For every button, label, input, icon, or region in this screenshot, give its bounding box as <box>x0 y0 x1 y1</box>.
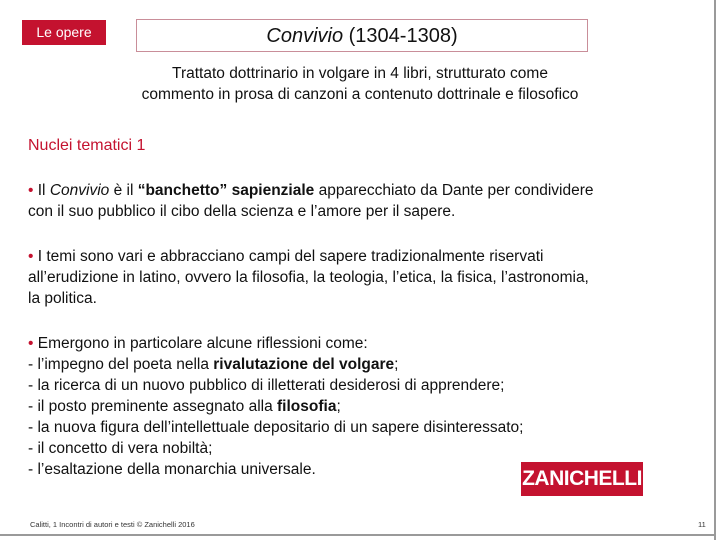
text-bold: filosofia <box>277 398 337 415</box>
paragraph-riflessioni <box>28 333 698 480</box>
footer-credit: Calitti, 1 Incontri di autori e testi © Zanichelli 2016 <box>30 520 195 529</box>
paragraph-banchetto <box>28 180 698 222</box>
text: la politica. <box>28 290 97 307</box>
text-bold: rivalutazione del volgare <box>213 356 395 373</box>
subtitle-line-2: commento in prosa di canzoni a contenuto dottrinale e filosofico <box>141 86 579 103</box>
page-number: 11 <box>698 520 706 529</box>
bullet: • <box>28 335 34 352</box>
subtitle <box>60 63 660 105</box>
bullet: • <box>28 248 34 265</box>
text: Emergono in particolare alcune riflessioni come: <box>37 335 368 352</box>
text-italic: Convivio <box>49 182 110 199</box>
list-item: - il concetto di vera nobiltà; <box>28 440 213 457</box>
subtitle-line-1: Trattato dottrinario in volgare in 4 libri, strutturato come <box>172 65 548 82</box>
text: - il posto preminente assegnato alla <box>28 398 273 415</box>
title-dates: (1304-1308) <box>348 25 458 47</box>
text: con il suo pubblico il cibo della scienza e l’amore per il sapere. <box>28 203 456 220</box>
text-bold: “banchetto” sapienziale <box>137 182 315 199</box>
text: apparecchiato da Dante per condividere <box>318 182 594 199</box>
list-item: - l’esaltazione della monarchia universale. <box>28 461 316 478</box>
text: I temi sono vari e abbracciano campi del sapere tradizionalmente riservati <box>37 248 544 265</box>
page-frame-right <box>714 0 716 540</box>
list-item: - la nuova figura dell’intellettuale depositario di un sapere disinteressato; <box>28 419 524 436</box>
list-item: - la ricerca di un nuovo pubblico di illetterati desiderosi di apprendere; <box>28 377 505 394</box>
text: ; <box>394 356 399 373</box>
page-title <box>136 19 588 52</box>
text: ; <box>336 398 341 415</box>
list-item <box>28 356 398 373</box>
section-heading: Nuclei tematici 1 <box>28 137 146 154</box>
text: Il <box>37 182 46 199</box>
section-tag: Le opere <box>22 20 106 45</box>
paragraph-temi <box>28 246 698 309</box>
zanichelli-logo: ZANICHELLI <box>521 462 643 496</box>
text: all’erudizione in latino, ovvero la filosofia, la teologia, l’etica, la fisica, l’astronomia, <box>28 269 589 286</box>
text: è il <box>113 182 134 199</box>
text: - l’impegno del poeta nella <box>28 356 209 373</box>
bullet: • <box>28 182 34 199</box>
title-work: Convivio <box>266 25 344 47</box>
page-frame-bottom <box>0 534 716 536</box>
list-item <box>28 398 341 415</box>
